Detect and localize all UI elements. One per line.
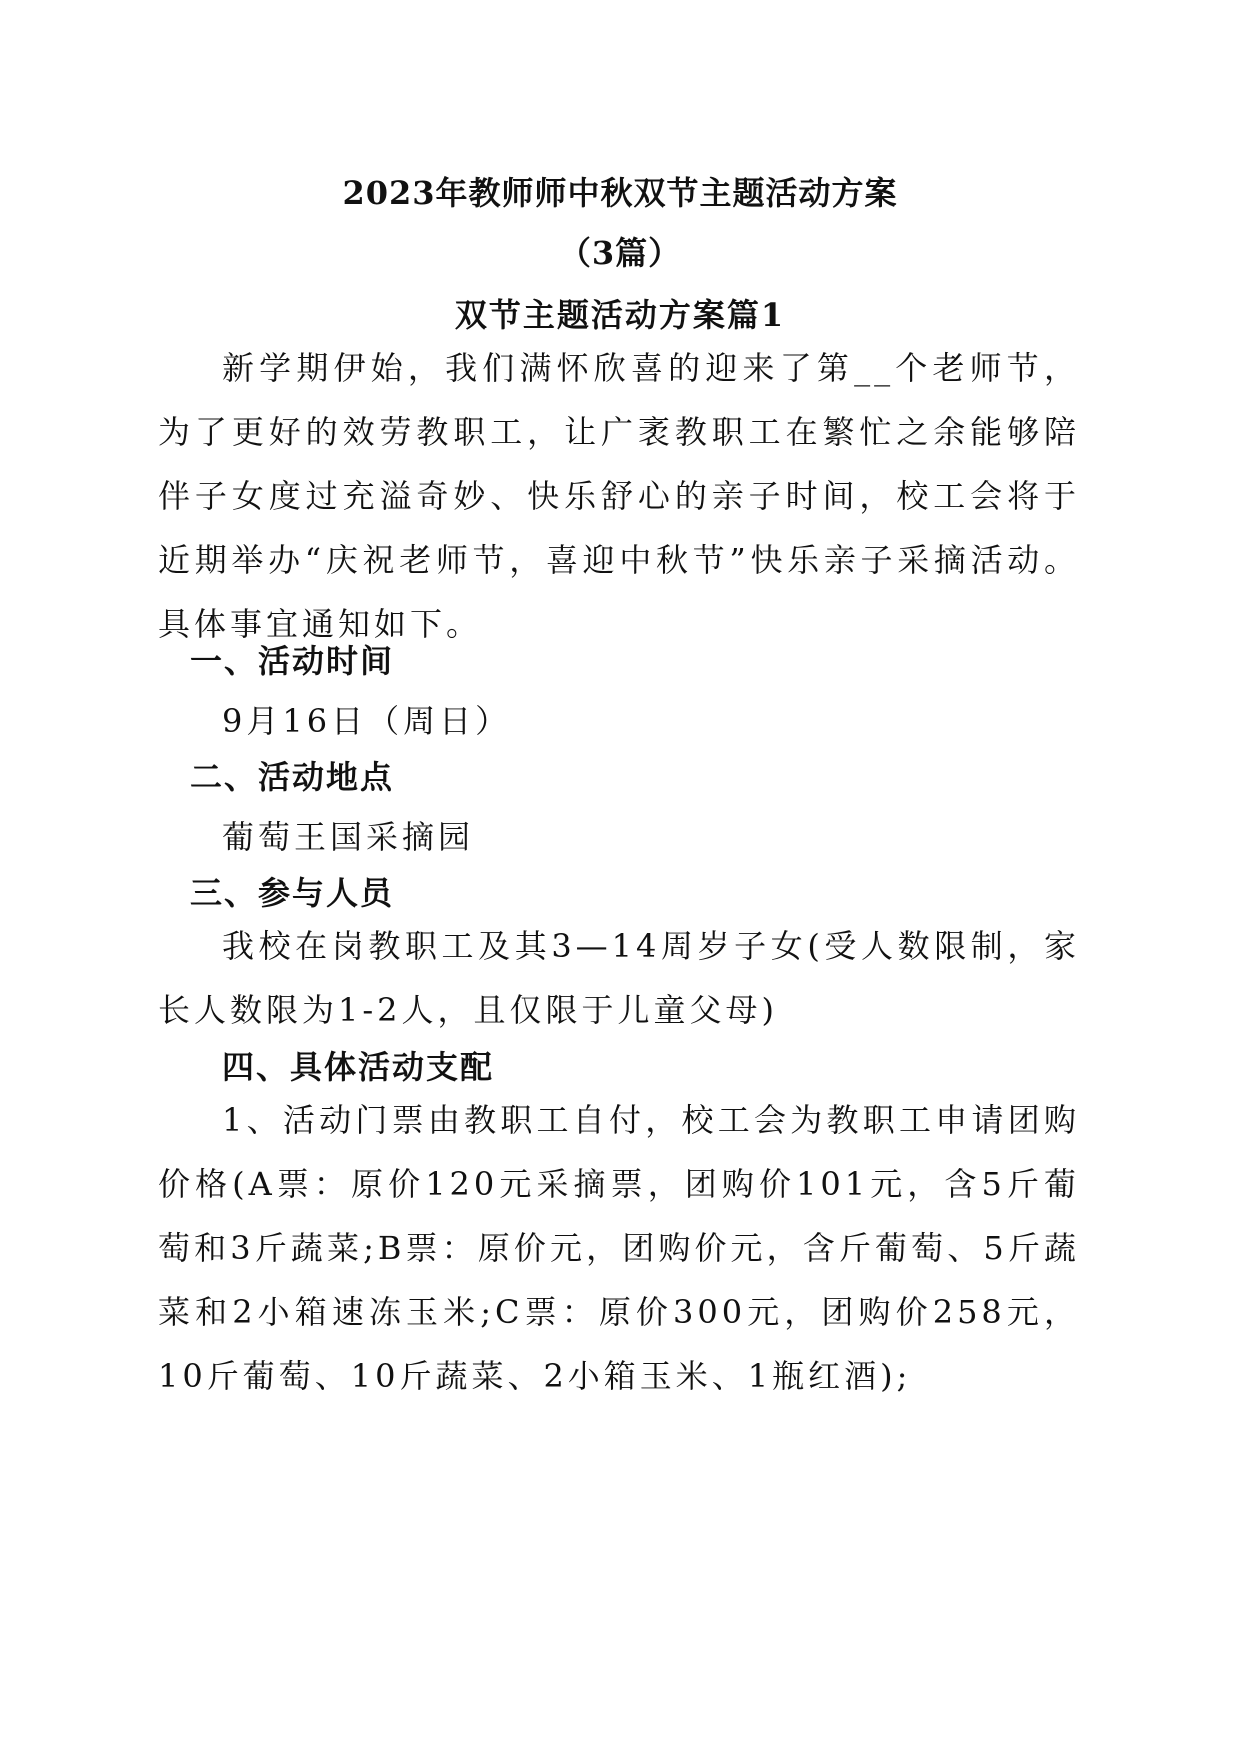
intro-paragraph: 新学期伊始，我们满怀欣喜的迎来了第__个老师节，为了更好的效劳教职工，让广袤教职工在繁忙之余能够陪伴子女度过充溢奇妙、快乐舒心的亲子时间，校工会将于近期举办“庆祝老师节，喜迎中秋节”快乐亲子采摘活动。具体事宜通知如下。 <box>158 349 1080 643</box>
heading-activity-arrangement: 四、具体活动支配 <box>222 1048 495 1086</box>
section-title: 双节主题活动方案篇1 <box>454 296 786 334</box>
document-subtitle: （3篇） <box>558 234 682 272</box>
heading-participants: 三、参与人员 <box>190 874 395 912</box>
activity-location-text: 葡萄王国采摘园 <box>222 818 475 856</box>
heading-activity-location: 二、活动地点 <box>190 758 395 796</box>
heading-activity-time: 一、活动时间 <box>190 642 395 680</box>
participants-paragraph: 我校在岗教职工及其3—14周岁子女(受人数限制，家长人数限为1-2人，且仅限于儿童父母) <box>158 927 1080 1029</box>
arrangement-paragraph: 1、活动门票由教职工自付，校工会为教职工申请团购价格(A票：原价120元采摘票，团购价101元，含5斤葡萄和3斤蔬菜;B票：原价元，团购价元，含斤葡萄、5斤蔬菜和2小箱速冻玉米;C票：原价300元，团购价258元，10斤葡萄、10斤蔬菜、2小箱玉米、1瓶红酒); <box>158 1101 1080 1395</box>
activity-time-text: 9月16日（周日） <box>222 702 512 740</box>
document-title: 2023年教师师中秋双节主题活动方案 <box>342 174 898 212</box>
